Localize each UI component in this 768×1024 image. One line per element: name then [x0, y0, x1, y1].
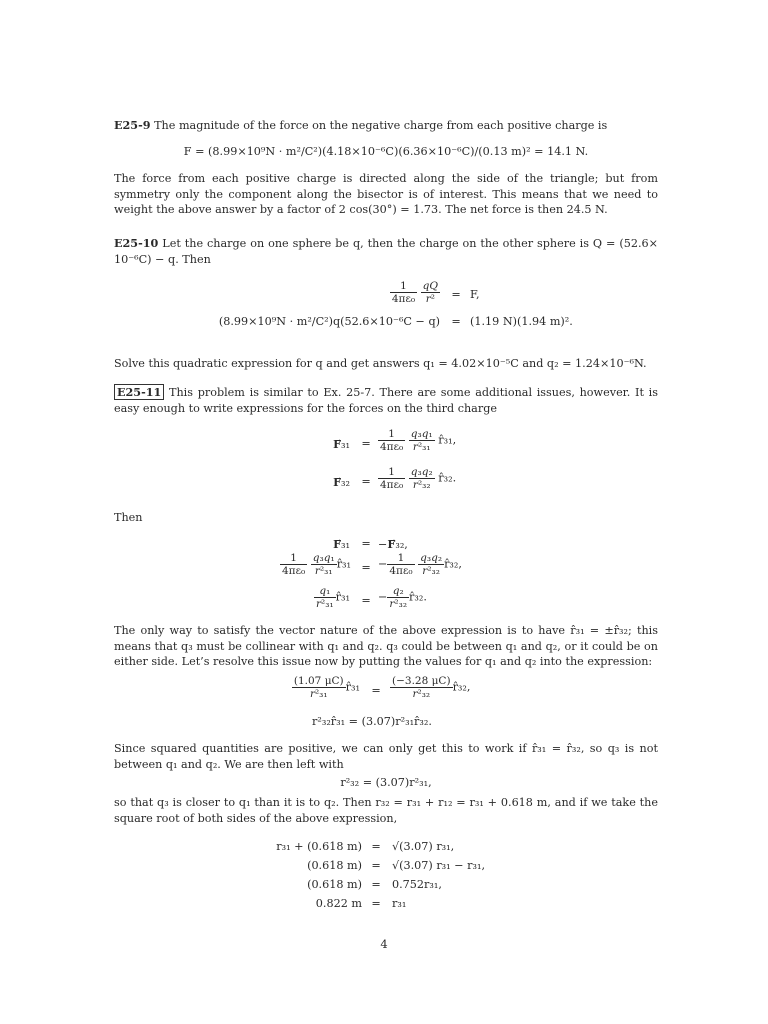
- final-eq-4-lhs: 0.822 m: [315, 897, 362, 910]
- equals-sign: =: [361, 475, 371, 488]
- e25-10-intro-text: Let the charge on one sphere be q, then the charge on the other sphere is Q = (52.6× 10⁻⁶C) − q. Then: [114, 237, 658, 266]
- closer-text: so that q₃ is closer to q₁ than it is to q₂. Then r₃₂ = r₃₁ + r₁₂ = r₃₁ + 0.618 m, and if we take the square root of both sides of the above expression,: [114, 796, 658, 825]
- final-eq-3-rhs: 0.752r₃₁,: [392, 878, 442, 891]
- eq-r32: r²₃₂ = (3.07)r²₃₁,: [340, 776, 432, 789]
- force-f31-label: F⃗₃₁: [333, 437, 350, 451]
- equals-sign: =: [371, 684, 381, 697]
- eq-charge-rhs: $\frac{(-3.28 \mu C)}{\text{r²₃₂}}$ r̂₃₂,: [392, 675, 471, 700]
- eq-r-relation: r²₃₂r̂₃₁ = (3.07)r²₃₁r̂₃₂.: [312, 715, 432, 728]
- eq-neg-f32: −F⃗₃₂,: [378, 537, 408, 551]
- final-eq-1-rhs: √(3.07) r₃₁,: [392, 840, 455, 853]
- equals-sign: =: [361, 437, 371, 450]
- e25-9-intro-text: The magnitude of the force on the negative charge from each positive charge is: [154, 119, 608, 132]
- force-f32-label: F⃗₃₂: [333, 475, 350, 489]
- e25-9-equation: F = (8.99×10⁹N · m²/C²)(4.18×10⁻⁶C)(6.36×10⁻⁶C)/(0.13 m)² = 14.1 N.: [183, 145, 589, 158]
- eq-q-ratio-lhs: $\frac{\text{q₁}}{\text{r²₃₁}}$ r̂₃₁: [316, 585, 350, 610]
- eq-f31: F⃗₃₁: [333, 537, 350, 551]
- then-label: Then: [114, 511, 143, 524]
- e25-10-conclusion: Solve this quadratic expression for q and get answers q₁ = 4.02×10⁻⁵C and q₂ = 1.24×10⁻⁶N.: [114, 357, 647, 370]
- eq-coulomb-rhs: − $\frac{1}{\text{4πε₀}}$ $\frac{\text{q₃q₂}}{\text{r²₃₂}}$ r̂₃₂,: [378, 552, 462, 577]
- e25-10-eq2-rhs: (1.19 N)(1.94 m)².: [470, 315, 573, 328]
- vector-text: The only way to satisfy the vector nature of the above expression is to have r̂₃₁ = ±r̂₃₂; this means that q₃ must be collinear with q₁ and q₂. q₃ could be between q₁ and q₂, or it could be on either side. Let’s resolve this issue now by putting the values for q₁ and q₂ into the expression:: [114, 624, 658, 668]
- e25-11-intro: [114, 385, 658, 416]
- final-eq-4-rhs: r₃₁: [392, 897, 407, 910]
- e25-11-intro-text: This problem is similar to Ex. 25-7. There are some additional issues, however. It is easy enough to write expressions for the forces on the third charge: [114, 386, 658, 415]
- since-text: Since squared quantities are positive, we can only get this to work if r̂₃₁ = r̂₃₂, so q₃ is not between q₁ and q₂. We are then left with: [114, 742, 658, 771]
- equals-sign: =: [371, 878, 381, 891]
- equals-sign: =: [361, 561, 371, 574]
- final-eq-1-lhs: r₃₁ + (0.618 m): [276, 840, 362, 853]
- fraction: $\frac{qQ}{\text{r²}}$: [422, 280, 438, 305]
- e25-9-body: The force from each positive charge is directed along the side of the triangle; but from symmetry only the component along the bisector is of interest. This means that we need to weight the above answer by a factor of 2 cos(30°) = 1.73. The net force is then 24.5 N.: [114, 172, 658, 216]
- equals-sign: =: [361, 594, 371, 607]
- page-number: 4: [380, 937, 388, 951]
- e25-10-eq1-lhs: [330, 280, 440, 305]
- equals-sign: =: [361, 537, 371, 550]
- final-eq-2-rhs: √(3.07) r₃₁ − r₃₁,: [392, 859, 486, 872]
- fraction: $\frac{1}{\text{4πε₀}}$: [391, 280, 416, 305]
- e25-10-eq1-rhs: F,: [470, 288, 480, 301]
- equals-sign: =: [371, 840, 381, 853]
- problem-label: E25-11: [114, 384, 164, 400]
- final-eq-2-lhs: (0.618 m): [307, 859, 362, 872]
- force-f31-expr: $\frac{1}{\text{4πε₀}}$ $\frac{\text{q₃q₁}}{\text{r²₃₁}}$ r̂₃₁,: [380, 428, 457, 453]
- e25-10-eq2-lhs: (8.99×10⁹N · m²/C²)q(52.6×10⁻⁶C − q): [218, 315, 440, 328]
- equals-sign: =: [371, 859, 381, 872]
- final-eq-3-lhs: (0.618 m): [307, 878, 362, 891]
- numerator-q2: (−3.28 μC): [392, 675, 451, 687]
- problem-label: E25-10: [114, 236, 159, 250]
- force-f32-expr: $\frac{1}{\text{4πε₀}}$ $\frac{\text{q₃q₂}}{\text{r²₃₂}}$ r̂₃₂.: [380, 466, 457, 491]
- e25-9-intro: [114, 118, 658, 134]
- eq-coulomb-lhs: $\frac{1}{\text{4πε₀}}$ $\frac{\text{q₃q₁}}{\text{r²₃₁}}$ r̂₃₁: [282, 552, 352, 577]
- e25-10-intro: [114, 236, 658, 267]
- eq-charge-lhs: $\frac{(1.07 \mu C)}{\text{r²₃₁}}$ r̂₃₁: [293, 675, 360, 700]
- equals-sign: =: [451, 288, 461, 301]
- equals-sign: =: [451, 315, 461, 328]
- numerator-q1: (1.07 μC): [293, 675, 344, 687]
- problem-label: E25-9: [114, 118, 151, 132]
- eq-q-ratio-rhs: − $\frac{\text{q₂}}{\text{r²₃₂}}$ r̂₃₂.: [378, 585, 427, 610]
- equals-sign: =: [371, 897, 381, 910]
